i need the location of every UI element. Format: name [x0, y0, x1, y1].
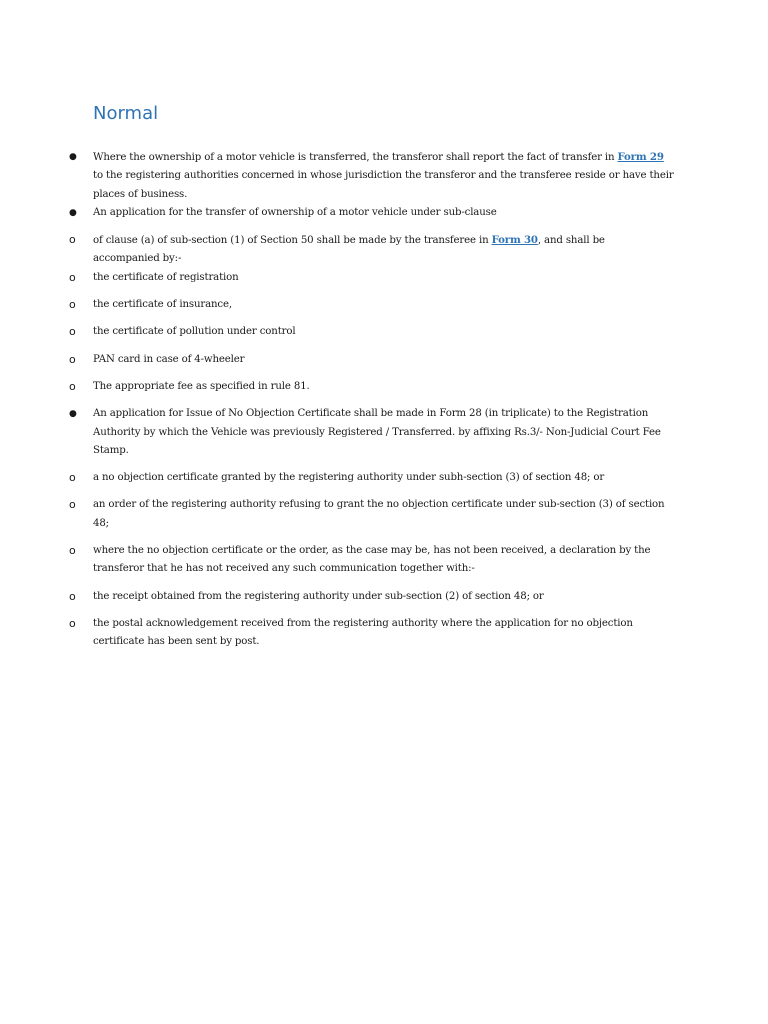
- list-item: [0, 204, 768, 222]
- list-item: [0, 323, 768, 341]
- list-item-text: An application for Issue of No Objection Certificate shall be made in Form 28 (in triplicate) to the Registration Authority by which the Vehicle was previously Registered / Transferred. by affixing Rs.3/- Non-Judicial Court Fee Stamp.: [93, 408, 661, 456]
- list-item-text: the certificate of pollution under control: [93, 326, 296, 338]
- circle-bullet-icon: o: [69, 325, 76, 339]
- list-item: [0, 296, 768, 314]
- circle-bullet-icon: o: [69, 498, 76, 512]
- list-item: [0, 588, 768, 606]
- bullet-icon: ●: [69, 207, 77, 218]
- list-item-text: Where the ownership of a motor vehicle is transferred, the transferor shall report the fact of transfer in: [93, 152, 618, 163]
- list-item: [0, 615, 768, 652]
- bullet-icon: ●: [69, 409, 77, 420]
- list-item: [0, 269, 768, 287]
- list-item-text: The appropriate fee as specified in rule 81.: [93, 380, 310, 392]
- list-item: [0, 469, 768, 487]
- list-item: [0, 378, 768, 396]
- list-item-text: PAN card in case of 4-wheeler: [93, 353, 245, 365]
- requirements-list: [0, 148, 768, 652]
- circle-bullet-icon: o: [69, 352, 76, 366]
- list-item-text-continued: , and shall be accompanied by:-: [93, 235, 605, 265]
- form-29-link[interactable]: Form 29: [617, 151, 664, 163]
- section-heading: Normal: [93, 103, 159, 124]
- list-item-text: the postal acknowledgement received from the registering authority where the application for no objection certificate has been sent by post.: [93, 617, 633, 648]
- circle-bullet-icon: o: [69, 589, 76, 603]
- list-item-text: where the no objection certificate or the order, as the case may be, has not been received, a declaration by the transferor that he has not received any such communication together with:-: [93, 545, 651, 575]
- list-item-text: the certificate of registration: [93, 271, 239, 283]
- list-item: [0, 351, 768, 369]
- circle-bullet-icon: o: [69, 379, 76, 393]
- list-item: [0, 231, 768, 269]
- bullet-icon: ●: [69, 152, 77, 162]
- list-item: [0, 148, 768, 204]
- circle-bullet-icon: o: [69, 544, 76, 558]
- circle-bullet-icon: o: [69, 616, 76, 630]
- circle-bullet-icon: o: [69, 233, 76, 247]
- list-item-text: of clause (a) of sub-section (1) of Section 50 shall be made by the transferee in: [93, 235, 492, 247]
- list-item-text: An application for the transfer of ownership of a motor vehicle under sub-clause: [93, 206, 497, 218]
- list-item-text: a no objection certificate granted by the registering authority under subh-section (3) of section 48; or: [93, 472, 605, 484]
- circle-bullet-icon: o: [69, 270, 76, 284]
- circle-bullet-icon: o: [69, 471, 76, 485]
- form-30-link[interactable]: Form 30: [491, 234, 538, 247]
- list-item: [0, 496, 768, 533]
- list-item: [0, 542, 768, 579]
- list-item-text-continued: to the registering authorities concerned in whose jurisdiction the transferor and the transferee reside or have their places of business.: [93, 170, 674, 200]
- circle-bullet-icon: o: [69, 298, 76, 312]
- list-item-text: the receipt obtained from the registering authority under sub-section (2) of section 48; or: [93, 590, 544, 602]
- list-item-text: the certificate of insurance,: [93, 299, 232, 311]
- list-item-text: an order of the registering authority refusing to grant the no objection certificate under sub-section (3) of section 48;: [93, 499, 665, 529]
- list-item: [0, 405, 768, 460]
